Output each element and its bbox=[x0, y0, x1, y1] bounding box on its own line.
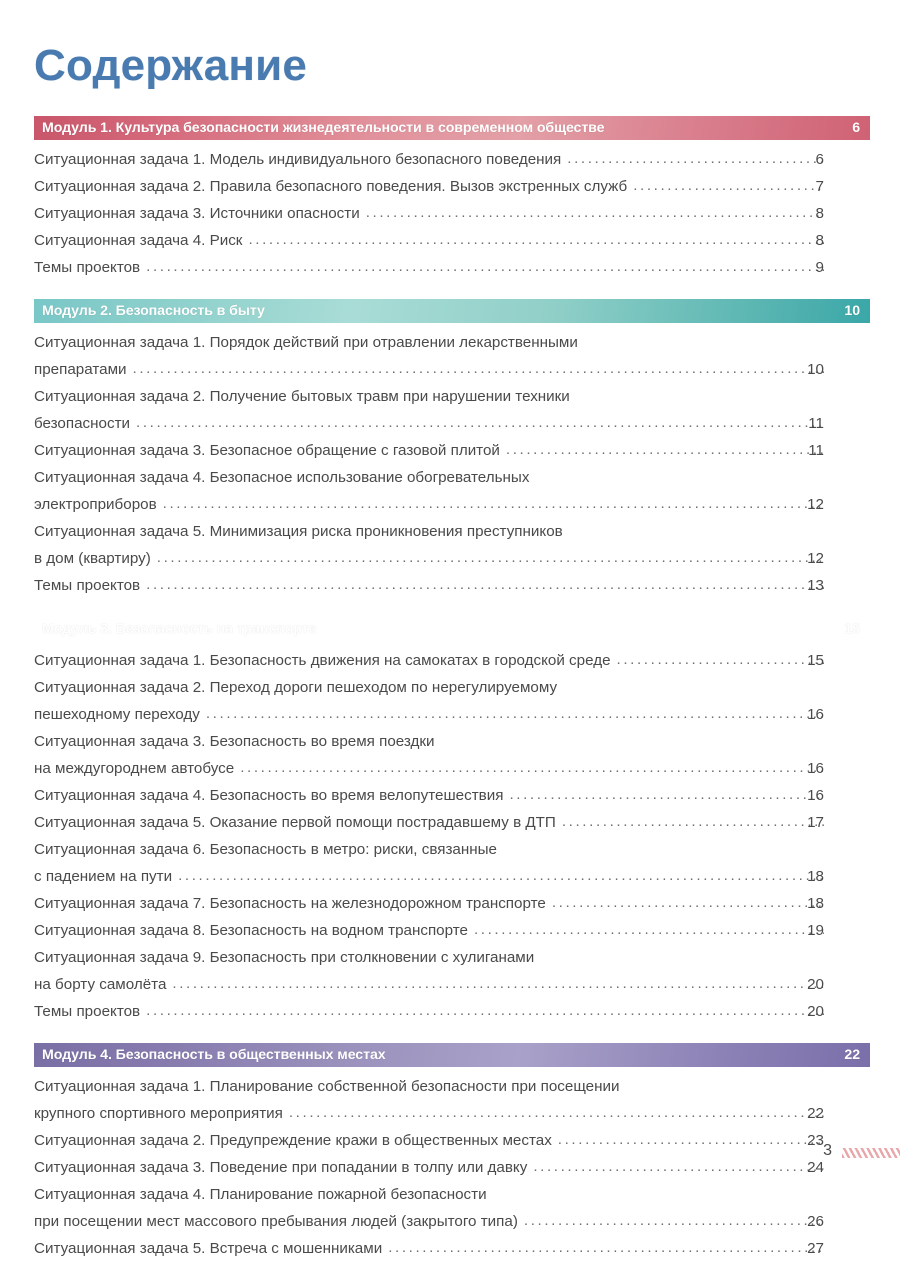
toc-entry-line bbox=[34, 1073, 824, 1100]
module-title: Модуль 1. Культура безопасности жизнедеятельности в современном обществе bbox=[42, 120, 605, 136]
toc-entry-line bbox=[34, 755, 824, 782]
toc-entry[interactable] bbox=[34, 890, 870, 917]
dot-leader bbox=[172, 971, 824, 997]
toc-entry-line bbox=[34, 227, 824, 254]
toc-entry[interactable] bbox=[34, 917, 870, 944]
toc-entry-line bbox=[34, 329, 824, 356]
entry-page-number: 6 bbox=[815, 151, 824, 168]
entry-page-number: 13 bbox=[807, 577, 824, 594]
toc-entry-text: Темы проектов bbox=[34, 254, 146, 281]
entry-page-number: 16 bbox=[807, 706, 824, 723]
entry-page-number: 11 bbox=[808, 442, 824, 459]
toc-entry[interactable] bbox=[34, 173, 870, 200]
toc-entry[interactable] bbox=[34, 1235, 870, 1262]
dot-leader bbox=[524, 1208, 824, 1234]
toc-entry-line bbox=[34, 944, 824, 971]
toc-entry-line bbox=[34, 1208, 824, 1235]
entry-page-number: 24 bbox=[807, 1159, 824, 1176]
toc-entry-text: на междугороднем автобусе bbox=[34, 755, 240, 782]
toc-entry[interactable] bbox=[34, 674, 870, 728]
toc-entry-text: Ситуационная задача 5. Минимизация риска проникновения преступников bbox=[34, 523, 569, 540]
toc-entry[interactable] bbox=[34, 464, 870, 518]
entry-page-number: 26 bbox=[807, 1213, 824, 1230]
entry-page-number: 15 bbox=[807, 652, 824, 669]
toc-entry-text: Ситуационная задача 5. Встреча с мошенниками bbox=[34, 1235, 388, 1262]
toc-entry-text: Ситуационная задача 3. Безопасное обращение с газовой плитой bbox=[34, 437, 506, 464]
toc-entry-text: Темы проектов bbox=[34, 572, 146, 599]
toc-entry[interactable] bbox=[34, 254, 870, 281]
module-header-bar[interactable] bbox=[34, 299, 870, 323]
toc-entry-text: электроприборов bbox=[34, 491, 163, 518]
toc-entry[interactable] bbox=[34, 1073, 870, 1127]
toc-entry-text: Ситуационная задача 1. Модель индивидуального безопасного поведения bbox=[34, 146, 567, 173]
toc-entry-line bbox=[34, 863, 824, 890]
dot-leader bbox=[506, 437, 824, 463]
dot-leader bbox=[146, 572, 824, 598]
module-page-number: 10 bbox=[844, 303, 860, 319]
toc-entry-line bbox=[34, 383, 824, 410]
toc-entry-line bbox=[34, 254, 824, 281]
toc-entry-line bbox=[34, 917, 824, 944]
toc-entry[interactable] bbox=[34, 329, 870, 383]
toc-entry-line bbox=[34, 173, 824, 200]
module-page-number: 6 bbox=[852, 120, 860, 136]
toc-entry-text: Ситуационная задача 3. Источники опасности bbox=[34, 200, 366, 227]
toc-entry[interactable] bbox=[34, 647, 870, 674]
toc-entry-line bbox=[34, 890, 824, 917]
toc-entry[interactable] bbox=[34, 518, 870, 572]
dot-leader bbox=[289, 1100, 824, 1126]
dot-leader bbox=[146, 254, 824, 280]
entry-page-number: 12 bbox=[807, 496, 824, 513]
toc-entry-text: Ситуационная задача 9. Безопасность при столкновении с хулиганами bbox=[34, 949, 540, 966]
dot-leader bbox=[240, 755, 824, 781]
toc-entry-line bbox=[34, 1181, 824, 1208]
toc-entry[interactable] bbox=[34, 998, 870, 1025]
entry-page-number: 20 bbox=[807, 1003, 824, 1020]
toc-list bbox=[34, 116, 870, 1262]
module-title: Модуль 4. Безопасность в общественных местах bbox=[42, 1047, 386, 1063]
toc-entry[interactable] bbox=[34, 227, 870, 254]
toc-entry-line bbox=[34, 200, 824, 227]
module-header-bar[interactable] bbox=[34, 116, 870, 140]
toc-entry-line bbox=[34, 410, 824, 437]
toc-entry-text: Ситуационная задача 1. Безопасность движения на самокатах в городской среде bbox=[34, 647, 617, 674]
dot-leader bbox=[206, 701, 824, 727]
toc-entry-text: крупного спортивного мероприятия bbox=[34, 1100, 289, 1127]
module-group bbox=[34, 299, 870, 599]
toc-entry-line bbox=[34, 701, 824, 728]
dot-leader bbox=[248, 227, 824, 253]
entry-page-number: 18 bbox=[807, 868, 824, 885]
entry-page-number: 12 bbox=[807, 550, 824, 567]
toc-entry-line bbox=[34, 782, 824, 809]
module-title: Модуль 2. Безопасность в быту bbox=[42, 303, 265, 319]
toc-entry-text: препаратами bbox=[34, 356, 133, 383]
toc-entry-text: на борту самолёта bbox=[34, 971, 172, 998]
toc-entry[interactable] bbox=[34, 728, 870, 782]
dot-leader bbox=[509, 782, 824, 808]
entry-page-number: 16 bbox=[807, 787, 824, 804]
toc-entry[interactable] bbox=[34, 572, 870, 599]
module-header-bar[interactable] bbox=[34, 1043, 870, 1067]
dot-leader bbox=[366, 200, 824, 226]
toc-entry-text: с падением на пути bbox=[34, 863, 178, 890]
toc-entry[interactable] bbox=[34, 200, 870, 227]
dot-leader bbox=[146, 998, 824, 1024]
toc-entry-text: в дом (квартиру) bbox=[34, 545, 157, 572]
toc-entry-text: Ситуационная задача 3. Безопасность во время поездки bbox=[34, 733, 441, 750]
toc-entry-text: Ситуационная задача 4. Планирование пожарной безопасности bbox=[34, 1186, 493, 1203]
toc-entry-text: Ситуационная задача 8. Безопасность на водном транспорте bbox=[34, 917, 474, 944]
toc-entry-line bbox=[34, 491, 824, 518]
toc-entry-text: Ситуационная задача 4. Риск bbox=[34, 227, 248, 254]
toc-entry-line bbox=[34, 437, 824, 464]
toc-entry-text: Ситуационная задача 5. Оказание первой помощи пострадавшему в ДТП bbox=[34, 809, 562, 836]
entry-page-number: 20 bbox=[807, 976, 824, 993]
toc-entry[interactable] bbox=[34, 437, 870, 464]
toc-entry-text: при посещении мест массового пребывания людей (закрытого типа) bbox=[34, 1208, 524, 1235]
dot-leader bbox=[133, 356, 824, 382]
toc-entry-text: Ситуационная задача 2. Правила безопасного поведения. Вызов экстренных служб bbox=[34, 173, 633, 200]
toc-entry-text: Ситуационная задача 3. Поведение при попадании в толпу или давку bbox=[34, 1154, 533, 1181]
toc-entry-line bbox=[34, 728, 824, 755]
toc-entry-text: Ситуационная задача 2. Переход дороги пешеходом по нерегулируемому bbox=[34, 679, 563, 696]
toc-entry-text: Темы проектов bbox=[34, 998, 146, 1025]
toc-entry[interactable] bbox=[34, 809, 870, 836]
entry-page-number: 18 bbox=[807, 895, 824, 912]
toc-entry[interactable] bbox=[34, 1181, 870, 1235]
module-page-number: 22 bbox=[844, 1047, 860, 1063]
module-group bbox=[34, 617, 870, 1025]
toc-entry-text: Ситуационная задача 1. Планирование собственной безопасности при посещении bbox=[34, 1078, 625, 1095]
dot-leader bbox=[157, 545, 824, 571]
dot-leader bbox=[474, 917, 824, 943]
toc-entry-line bbox=[34, 518, 824, 545]
entry-page-number: 17 bbox=[807, 814, 824, 831]
toc-entry-text: безопасности bbox=[34, 410, 136, 437]
toc-entry-line bbox=[34, 464, 824, 491]
toc-entry-line bbox=[34, 674, 824, 701]
toc-entry-line bbox=[34, 572, 824, 599]
toc-entry-line bbox=[34, 836, 824, 863]
toc-entry-text: Ситуационная задача 7. Безопасность на железнодорожном транспорте bbox=[34, 890, 552, 917]
toc-entry-text: Ситуационная задача 4. Безопасное использование обогревательных bbox=[34, 469, 535, 486]
toc-entry[interactable] bbox=[34, 782, 870, 809]
hatch-decoration-icon bbox=[842, 1148, 900, 1158]
toc-entry-line bbox=[34, 356, 824, 383]
dot-leader bbox=[388, 1235, 824, 1261]
toc-entry-text: Ситуационная задача 4. Безопасность во время велопутешествия bbox=[34, 782, 509, 809]
dot-leader bbox=[136, 410, 824, 436]
toc-entry[interactable] bbox=[34, 836, 870, 890]
toc-entry[interactable] bbox=[34, 944, 870, 998]
entry-page-number: 16 bbox=[807, 760, 824, 777]
folio-number: 3 bbox=[823, 1142, 832, 1159]
module-page-number: 15 bbox=[844, 621, 860, 637]
toc-entry-text: пешеходному переходу bbox=[34, 701, 206, 728]
toc-entry-line bbox=[34, 1100, 824, 1127]
entry-page-number: 10 bbox=[807, 361, 824, 378]
entry-page-number: 22 bbox=[807, 1105, 824, 1122]
module-title: Модуль 3. Безопасность на транспорте bbox=[42, 621, 317, 637]
toc-entry[interactable] bbox=[34, 146, 870, 173]
entry-page-number: 8 bbox=[815, 205, 824, 222]
module-header-bar[interactable] bbox=[34, 617, 870, 641]
toc-entry-text: Ситуационная задача 2. Предупреждение кражи в общественных местах bbox=[34, 1127, 558, 1154]
toc-entry-text: Ситуационная задача 6. Безопасность в метро: риски, связанные bbox=[34, 841, 503, 858]
entry-page-number: 27 bbox=[807, 1240, 824, 1257]
toc-entry-text: Ситуационная задача 1. Порядок действий при отравлении лекарственными bbox=[34, 334, 584, 351]
dot-leader bbox=[163, 491, 824, 517]
page-title: Содержание bbox=[34, 41, 308, 90]
toc-entry[interactable] bbox=[34, 383, 870, 437]
entry-page-number: 19 bbox=[807, 922, 824, 939]
toc-entry-line bbox=[34, 1235, 824, 1262]
entry-page-number: 23 bbox=[807, 1132, 824, 1149]
toc-entry-line bbox=[34, 998, 824, 1025]
entry-page-number: 9 bbox=[815, 259, 824, 276]
dot-leader bbox=[178, 863, 824, 889]
toc-entry-line bbox=[34, 545, 824, 572]
toc-entry-line bbox=[34, 146, 824, 173]
entry-page-number: 7 bbox=[815, 178, 824, 195]
entry-page-number: 11 bbox=[808, 415, 824, 432]
toc-entry-text: Ситуационная задача 2. Получение бытовых травм при нарушении техники bbox=[34, 388, 576, 405]
module-group bbox=[34, 116, 870, 281]
entry-page-number: 8 bbox=[815, 232, 824, 249]
toc-entry-line bbox=[34, 647, 824, 674]
toc-entry-line bbox=[34, 809, 824, 836]
toc-entry-line bbox=[34, 971, 824, 998]
